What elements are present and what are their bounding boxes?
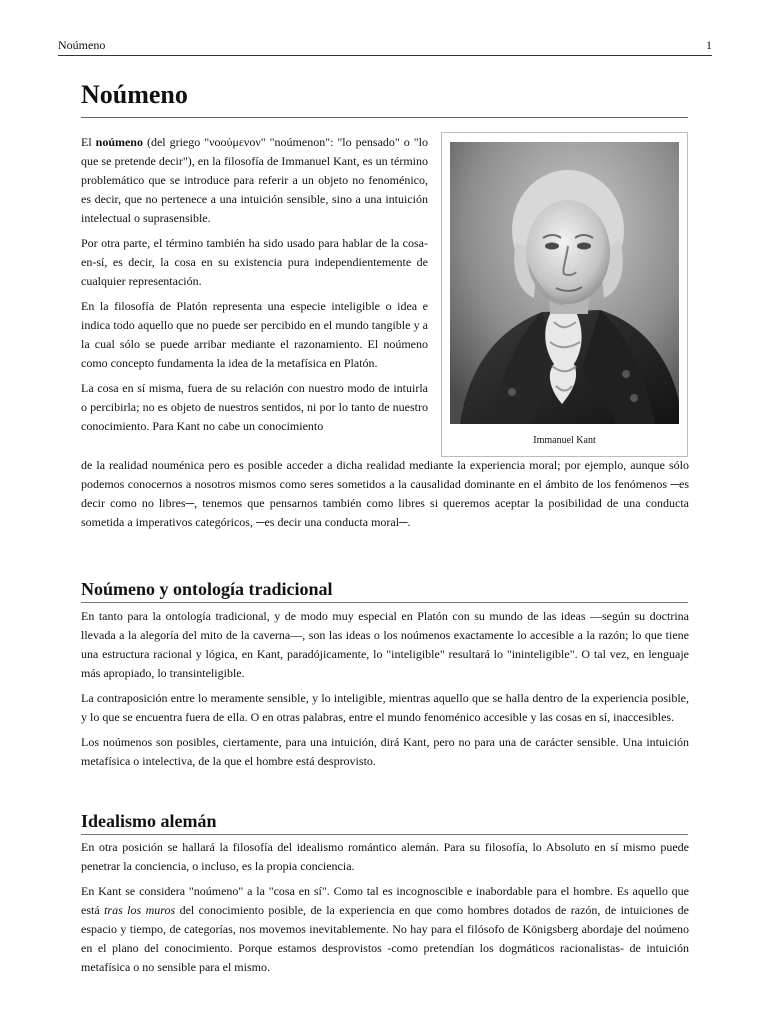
- intro-text-continued: [81, 456, 689, 538]
- section-rule-ontologia: [81, 602, 688, 603]
- page-title: Noúmeno: [81, 80, 188, 109]
- running-title: Noúmeno: [58, 38, 106, 52]
- ontologia-paragraph-1: En tanto para la ontología tradicional, y de modo muy especial en Platón con su mundo de las ideas —según su doctrina llevada a la alegoría del mito de la caverna—, son las ideas o los noúmenos exactamente lo accesible a la razón; lo que tiene una estructura racional y lógica, en Kant, paradójicamente, lo "inteligible" resultará lo "ininteligible". O tal vez, en lenguaje más apropiado, lo transinteligible.: [81, 609, 689, 680]
- term-noumeno: noúmeno: [95, 135, 143, 149]
- section-rule-idealismo: [81, 834, 688, 835]
- section-ontologia-text: [81, 607, 689, 777]
- ontologia-paragraph-3: Los noúmenos son posibles, ciertamente, para una intuición, dirá Kant, pero no para una de carácter sensible. Una intuición metafísica o intelectiva, de la que el hombre está desprovisto.: [81, 735, 689, 768]
- emphasis-tras-los-muros: tras los muros: [104, 903, 176, 917]
- intro-paragraph-1: El noúmeno (del griego "νοούμενον" "noúmenon": "lo pensado" o "lo que se pretende decir"), en la filosofía de Immanuel Kant, es un término problemático que se introduce para referir a un objeto no fenoménico, es decir, que no pertenece a una intuición sensible, sino a una intuición intelectual o suprasensible.: [81, 135, 428, 225]
- kant-portrait: [450, 142, 679, 424]
- page-number: 1: [706, 38, 712, 52]
- intro-paragraph-2: Por otra parte, el término también ha sido usado para hablar de la cosa-en-sí, es decir, la cosa en su existencia pura independientemente de cualquier representación.: [81, 236, 428, 288]
- intro-text: [81, 133, 428, 436]
- figure-caption: Immanuel Kant: [533, 435, 596, 446]
- section-heading-idealismo: Idealismo alemán: [81, 811, 217, 831]
- ontologia-paragraph-2: La contraposición entre lo meramente sensible, y lo inteligible, mientras aquello que se halla dentro de la experiencia posible, y lo que se encuentra fuera de ella. O en otras palabras, entre el mundo fenoménico accesible y las cosas en sí, inaccesibles.: [81, 691, 689, 724]
- section-idealismo-text: [81, 838, 689, 983]
- idealismo-paragraph-2: En Kant se considera "noúmeno" a la "cosa en sí". Como tal es incognoscible e inabordable para el hombre. Es aquello que está tras los muros del conocimiento posible, de la experiencia en que como hombres dotados de razón, de intuiciones de espacio y tiempo, de categorías, nos movemos inevitablemente. No hay para el filósofo de Königsberg abordaje del noúmeno en el plano del conocimiento. Porque estamos desprovistos -como pretendían los dogmáticos racionalistas- de intuición metafísica o no sensible para el mismo.: [81, 884, 689, 974]
- section-heading-ontologia: Noúmeno y ontología tradicional: [81, 579, 333, 599]
- intro-paragraph-4a: La cosa en sí misma, fuera de su relación con nuestro modo de intuirla o percibirla; no es objeto de nuestros sentidos, ni por lo tanto de nuestro conocimiento. Para Kant no cabe un conocimiento: [81, 381, 428, 433]
- intro-paragraph-4b: de la realidad nouménica pero es posible acceder a dicha realidad mediante la experiencia moral; por ejemplo, aunque sólo podemos conocernos a nosotros mismos como seres sometidos a la causalidad dominante en el ámbito de los fenómenos ─es decir como no libres─, tenemos que pensarnos también como libres si queremos aceptar la posibilidad de una conducta sometida a imperativos categóricos, ─es decir una conducta moral─.: [81, 458, 689, 529]
- intro-paragraph-3: En la filosofía de Platón representa una especie inteligible o idea e indica todo aquello que no puede ser percibido en el mundo tangible y a la cual sólo se puede arribar mediante el razonamiento. El noúmeno como concepto fundamenta la idea de la metafísica en Platón.: [81, 299, 428, 370]
- running-header: [58, 38, 712, 56]
- title-rule: [81, 117, 688, 118]
- figure: [441, 132, 688, 457]
- idealismo-paragraph-1: En otra posición se hallará la filosofía del idealismo romántico alemán. Para su filosofía, lo Absoluto en sí mismo puede penetrar la conciencia, o incluso, es la propia conciencia.: [81, 840, 689, 873]
